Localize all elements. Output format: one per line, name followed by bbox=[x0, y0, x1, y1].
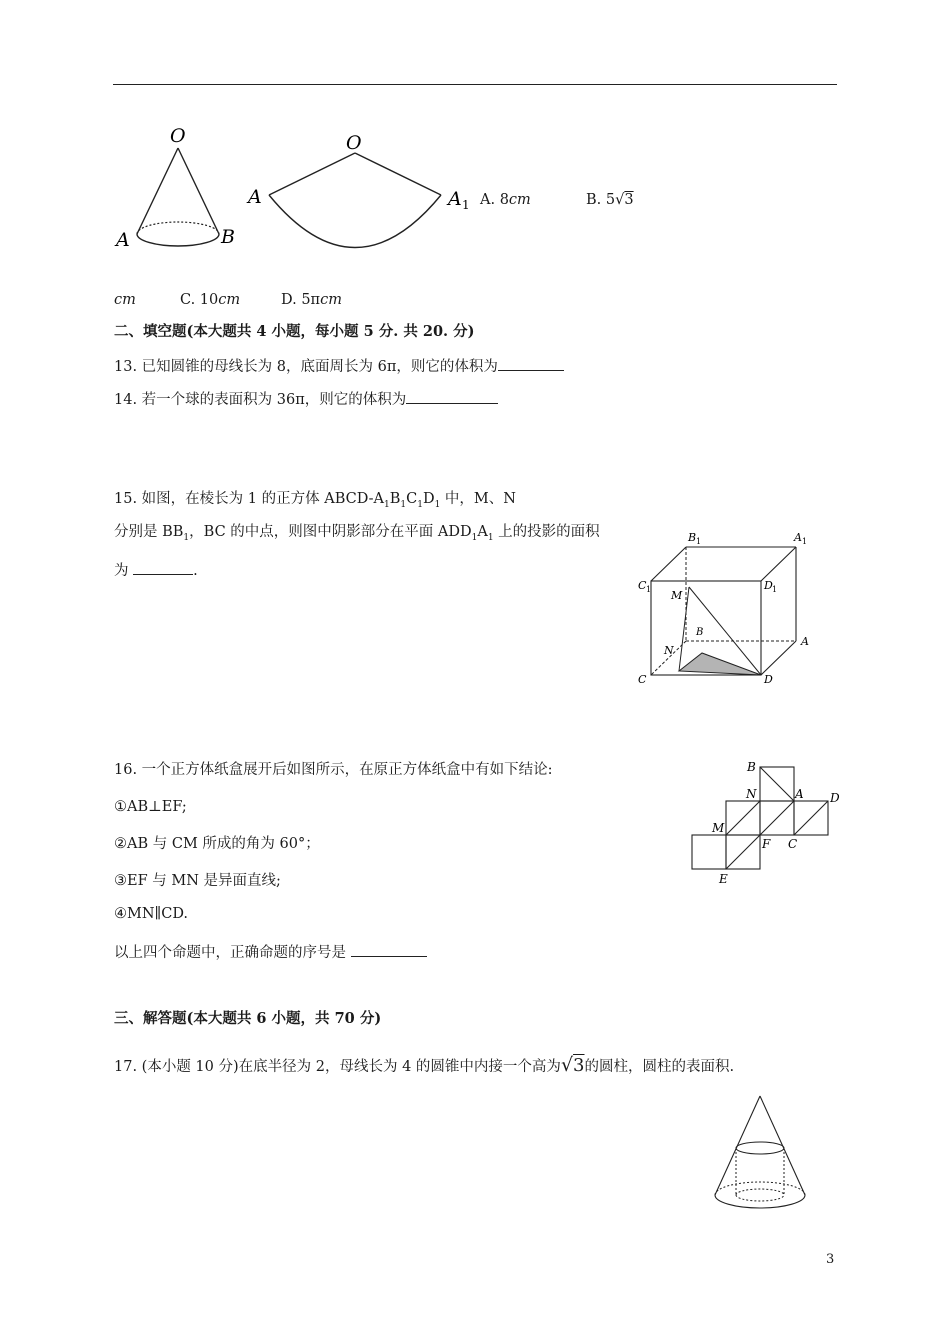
label-a1: A bbox=[794, 531, 802, 544]
label-d: D bbox=[764, 673, 773, 686]
label-d1: D bbox=[764, 579, 773, 592]
header-rule bbox=[113, 84, 837, 85]
q16-item-3: ③EF 与 MN 是异面直线; bbox=[114, 873, 281, 889]
q12-option-c: C. 10cm bbox=[180, 292, 241, 308]
q13: 13. 已知圆锥的母线长为 8，底面周长为 6π，则它的体积为 bbox=[114, 356, 564, 377]
q15-line2: 分别是 $BB_1$，BC 的中点，则图中阴影部分在平面 $ADD_1A_1$ 上的投影的面积 bbox=[114, 524, 600, 543]
q16-intro: 16. 一个正方体纸盒展开后如图所示，在原正方体纸盒中有如下结论: bbox=[114, 762, 553, 778]
label-d1-sub: 1 bbox=[772, 585, 778, 594]
label-m: M bbox=[671, 589, 683, 602]
net-label-a: A bbox=[795, 787, 804, 801]
label-a1-sub: 1 bbox=[802, 537, 808, 546]
q15-line3: 为 . bbox=[114, 560, 198, 581]
net-label-n: N bbox=[746, 787, 757, 801]
page-number: 3 bbox=[826, 1252, 835, 1267]
q17-cone-cylinder-figure bbox=[708, 1092, 838, 1222]
label-a: A bbox=[801, 635, 809, 648]
q16-item-1: ①AB⊥EF; bbox=[114, 799, 187, 815]
net-label-f: F bbox=[762, 837, 771, 851]
q14: 14. 若一个球的表面积为 36π，则它的体积为 bbox=[114, 389, 498, 410]
section2-title: 二、填空题(本大题共 4 小题，每小题 5 分. 共 20. 分) bbox=[114, 323, 475, 340]
label-c: C bbox=[638, 673, 647, 686]
label-b: B bbox=[696, 627, 704, 638]
q15-answer-blank[interactable] bbox=[133, 560, 193, 575]
label-b1-sub: 1 bbox=[696, 537, 702, 546]
q16-net-figure bbox=[688, 757, 848, 887]
q15-cube-figure bbox=[634, 525, 824, 695]
q12-option-a: A. 8cm bbox=[480, 192, 531, 208]
net-label-d: D bbox=[830, 791, 840, 805]
label-b1: B bbox=[688, 531, 697, 544]
cone-label-o: O bbox=[170, 125, 186, 147]
q12-option-continuation: cm bbox=[114, 292, 136, 308]
section3-title: 三、解答题(本大题共 6 小题，共 70 分) bbox=[114, 1010, 382, 1027]
label-c1: C bbox=[638, 579, 647, 592]
sector-label-a: A bbox=[248, 186, 262, 208]
sqrt-sign: √ bbox=[560, 1054, 574, 1076]
sector-label-o: O bbox=[346, 132, 362, 154]
net-label-b: B bbox=[747, 760, 756, 774]
q12-option-d: D. 5πcm bbox=[281, 292, 342, 308]
q14-answer-blank[interactable] bbox=[406, 389, 498, 404]
label-c1-sub: 1 bbox=[646, 585, 652, 594]
net-label-e: E bbox=[719, 872, 728, 886]
q17: 17. (本小题 10 分)在底半径为 2，母线长为 4 的圆锥中内接一个高为√3的圆柱，圆柱的表面积. bbox=[114, 1054, 735, 1076]
q16-question: 以上四个命题中，正确命题的序号是 bbox=[114, 942, 427, 963]
label-n: N bbox=[664, 644, 674, 657]
q16-item-4: ④MN∥CD. bbox=[114, 906, 189, 922]
sqrt-sign: √ bbox=[615, 192, 625, 208]
sector-label-a1-sub: 1 bbox=[462, 198, 470, 212]
sector-label-a1: A bbox=[448, 188, 462, 210]
q12-option-b: B. 5√3 bbox=[586, 192, 634, 208]
cone-label-a: A bbox=[116, 229, 130, 251]
cone-label-b: B bbox=[221, 226, 235, 248]
q16-answer-blank[interactable] bbox=[351, 942, 427, 957]
q12-cone-figure bbox=[110, 118, 250, 258]
q12-sector-figure bbox=[246, 125, 486, 265]
q15-line1: 15. 如图，在棱长为 1 的正方体 ABCD-$A_1B_1C_1D_1$ 中，M、N bbox=[114, 491, 516, 510]
net-label-m: M bbox=[712, 821, 725, 835]
net-label-c: C bbox=[788, 837, 798, 851]
q13-answer-blank[interactable] bbox=[498, 356, 564, 371]
q16-item-2: ②AB 与 CM 所成的角为 60°； bbox=[114, 836, 320, 852]
